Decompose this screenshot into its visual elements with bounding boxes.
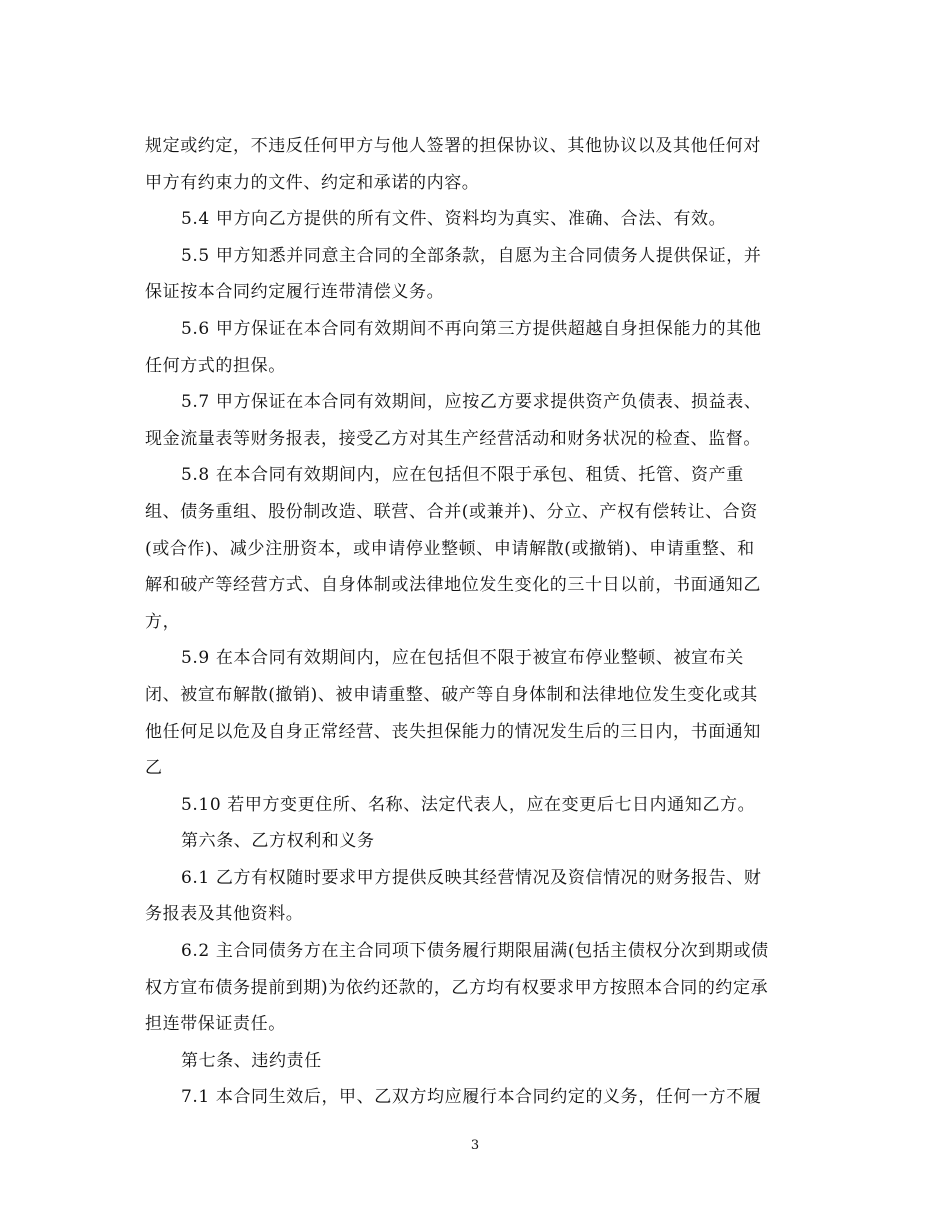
text-line: 保证按本合同约定履行连带清偿义务。 bbox=[145, 282, 445, 303]
text-line: 乙 bbox=[145, 758, 163, 779]
text-line: 5.5 甲方知悉并同意主合同的全部条款，自愿为主合同债务人提供保证，并 bbox=[181, 245, 762, 266]
text-line: 担连带保证责任。 bbox=[145, 1014, 286, 1035]
text-line: 组、债务重组、股份制改造、联营、合并(或兼并)、分立、产权有偿转让、合资 bbox=[145, 501, 758, 522]
text-line: 7.1 本合同生效后，甲、乙双方均应履行本合同约定的义务，任何一方不履 bbox=[181, 1087, 762, 1108]
page-number: 3 bbox=[470, 1138, 480, 1153]
text-line: 权方宣布债务提前到期)为依约还款的，乙方均有权要求甲方按照本合同的约定承 bbox=[145, 977, 769, 998]
text-line: 5.7 甲方保证在本合同有效期间，应按乙方要求提供资产负债表、损益表、 bbox=[181, 392, 762, 413]
text-line: 5.9 在本合同有效期间内，应在包括但不限于被宣布停业整顿、被宣布关 bbox=[181, 648, 744, 669]
text-line: (或合作)、减少注册资本，或申请停业整顿、申请解散(或撤销)、申请重整、和 bbox=[145, 538, 755, 559]
text-line: 第六条、乙方权利和义务 bbox=[181, 831, 375, 852]
text-line: 规定或约定，不违反任何甲方与他人签署的担保协议、其他协议以及其他任何对 bbox=[145, 136, 761, 156]
text-line: 任何方式的担保。 bbox=[145, 355, 286, 376]
text-line: 他任何足以危及自身正常经营、丧失担保能力的情况发生后的三日内，书面通知 bbox=[145, 721, 761, 742]
text-line: 闭、被宣布解散(撤销)、被申请重整、破产等自身体制和法律地位发生变化或其 bbox=[145, 684, 758, 705]
text-line: 方， bbox=[145, 611, 181, 632]
text-line: 5.6 甲方保证在本合同有效期间不再向第三方提供超越自身担保能力的其他 bbox=[181, 318, 762, 339]
text-line: 6.1 乙方有权随时要求甲方提供反映其经营情况及资信情况的财务报告、财 bbox=[181, 867, 762, 888]
text-line: 第七条、违约责任 bbox=[181, 1050, 322, 1071]
text-line: 务报表及其他资料。 bbox=[145, 904, 304, 925]
text-line: 解和破产等经营方式、自身体制或法律地位发生变化的三十日以前，书面通知乙 bbox=[145, 575, 761, 596]
text-line: 5.8 在本合同有效期间内，应在包括但不限于承包、租赁、托管、资产重 bbox=[181, 465, 744, 486]
text-line: 甲方有约束力的文件、约定和承诺的内容。 bbox=[145, 172, 480, 193]
text-line: 5.4 甲方向乙方提供的所有文件、资料均为真实、准确、合法、有效。 bbox=[181, 209, 727, 230]
document-body bbox=[145, 128, 810, 1116]
text-line: 6.2 主合同债务方在主合同项下债务履行期限届满(包括主债权分次到期或债 bbox=[181, 941, 769, 962]
text-line: 现金流量表等财务报表，接受乙方对其生产经营活动和财务状况的检查、监督。 bbox=[145, 428, 761, 449]
text-line: 5.10 若甲方变更住所、名称、法定代表人，应在变更后七日内通知乙方。 bbox=[181, 794, 756, 815]
